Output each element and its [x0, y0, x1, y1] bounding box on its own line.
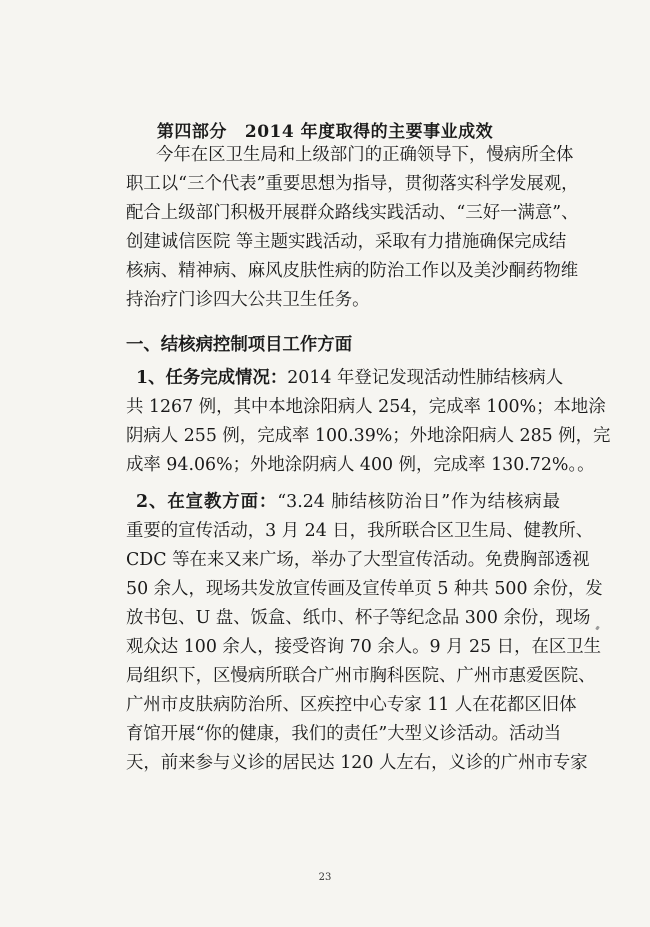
- intro-line-3: 配合上级部门积极开展群众路线实践活动、“三好一满意”、: [126, 203, 579, 223]
- item2-line-2: 重要的宣传活动，3 月 24 日，我所联合区卫生局、健教所、: [126, 521, 594, 541]
- scan-speck: [595, 626, 600, 631]
- section-part-label: 第四部分: [156, 122, 227, 142]
- intro-line-6: 持治疗门诊四大公共卫生任务。: [126, 290, 370, 310]
- item2-first-line: [136, 490, 560, 514]
- item1-first-line: [136, 366, 564, 390]
- intro-line-5: 核病、精神病、麻风皮肤性病的防治工作以及美沙酮药物维: [126, 261, 579, 281]
- item1-first-text: 2014 年登记发现活动性肺结核病人: [287, 368, 564, 388]
- item1-label: 1、任务完成情况：: [136, 368, 288, 388]
- item1-line-4: 成率 94.06%；外地涂阴病人 400 例，完成率 130.72%。。: [126, 455, 595, 475]
- item1-line-3: 阴病人 255 例，完成率 100.39%；外地涂阳病人 285 例，完: [126, 426, 611, 446]
- intro-line-2: 职工以“三个代表”重要思想为指导，贯彻落实科学发展观，: [126, 174, 579, 194]
- item2-first-text: “3.24 肺结核防治日”作为结核病最: [277, 492, 560, 512]
- item2-label: 2、在宣教方面：: [136, 492, 278, 512]
- item2-line-3: CDC 等在来又来广场，举办了大型宣传活动。免费胸部透视: [126, 550, 590, 570]
- item2-line-5: 放书包、U 盘、饭盒、纸巾、杯子等纪念品 300 余份，现场: [126, 608, 591, 628]
- item2-line-10: 天，前来参与义诊的居民达 120 人左右，义诊的广州市专家: [126, 753, 588, 773]
- item2-line-6: 观众达 100 余人，接受咨询 70 余人。9 月 25 日，在区卫生: [126, 637, 602, 657]
- section-title: [0, 117, 650, 142]
- item2-line-8: 广州市皮肤病防治所、区疾控中心专家 11 人在花都区旧体: [126, 695, 577, 715]
- item1-line-2: 共 1267 例，其中本地涂阳病人 254，完成率 100%；本地涂: [126, 397, 606, 417]
- item2-line-4: 50 余人，现场共发放宣传画及宣传单页 5 种共 500 余份，发: [126, 579, 603, 599]
- item2-line-9: 育馆开展“你的健康，我们的责任”大型义诊活动。活动当: [126, 724, 562, 744]
- section-title-text: 2014 年度取得的主要事业成效: [244, 122, 494, 142]
- page-number: 23: [318, 872, 332, 883]
- intro-line-4: 创建诚信医院 等主题实践活动，采取有力措施确保完成结: [126, 232, 567, 252]
- heading-tb-control: 一、结核病控制项目工作方面: [126, 335, 353, 355]
- item2-line-7: 局组织下，区慢病所联合广州市胸科医院、广州市惠爱医院、: [126, 666, 596, 686]
- intro-line-1: 今年在区卫生局和上级部门的正确领导下，慢病所全体: [156, 145, 574, 165]
